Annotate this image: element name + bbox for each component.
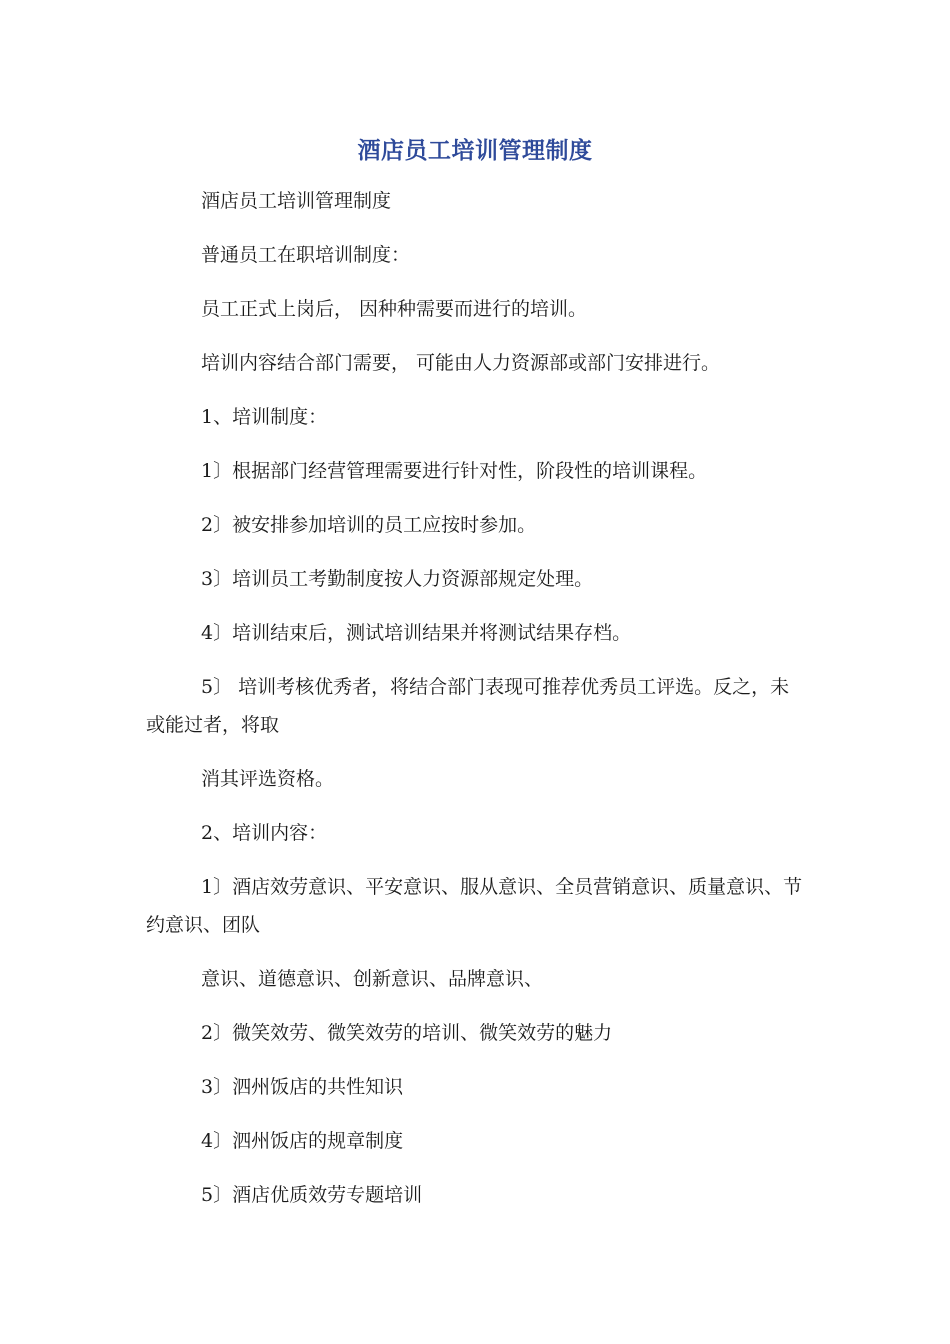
paragraph: 普通员工在职培训制度： (201, 244, 411, 266)
paragraph: 消其评选资格。 (201, 768, 335, 790)
paragraph: 员工正式上岗后， 因种种需要而进行的培训。 (201, 298, 588, 320)
paragraph: 1、培训制度： (201, 406, 328, 428)
paragraph: 酒店员工培训管理制度 (201, 190, 392, 212)
paragraph: 培训内容结合部门需要， 可能由人力资源部或部门安排进行。 (201, 352, 721, 374)
paragraph: 意识、道德意识、创新意识、品牌意识、 (201, 968, 544, 990)
paragraph: 3〕泗州饭店的共性知识 (201, 1076, 404, 1098)
paragraph: 5〕酒店优质效劳专题培训 (201, 1184, 423, 1206)
document-title: 酒店员工培训管理制度 (357, 138, 593, 164)
paragraph: 2〕被安排参加培训的员工应按时参加。 (201, 514, 537, 536)
paragraph: 3〕培训员工考勤制度按人力资源部规定处理。 (201, 568, 594, 590)
paragraph: 5〕 培训考核优秀者，将结合部门表现可推荐优秀员工评选。反之，未或能过者，将取 (146, 676, 790, 736)
paragraph: 2、培训内容： (201, 822, 328, 844)
paragraph: 2〕微笑效劳、微笑效劳的培训、微笑效劳的魅力 (201, 1022, 613, 1044)
paragraph: 1〕根据部门经营管理需要进行针对性，阶段性的培训课程。 (201, 460, 708, 482)
paragraph: 4〕泗州饭店的规章制度 (201, 1130, 404, 1152)
paragraph: 1〕酒店效劳意识、平安意识、服从意识、全员营销意识、质量意识、节约意识、团队 (146, 876, 803, 936)
paragraph: 4〕培训结束后，测试培训结果并将测试结果存档。 (201, 622, 632, 644)
